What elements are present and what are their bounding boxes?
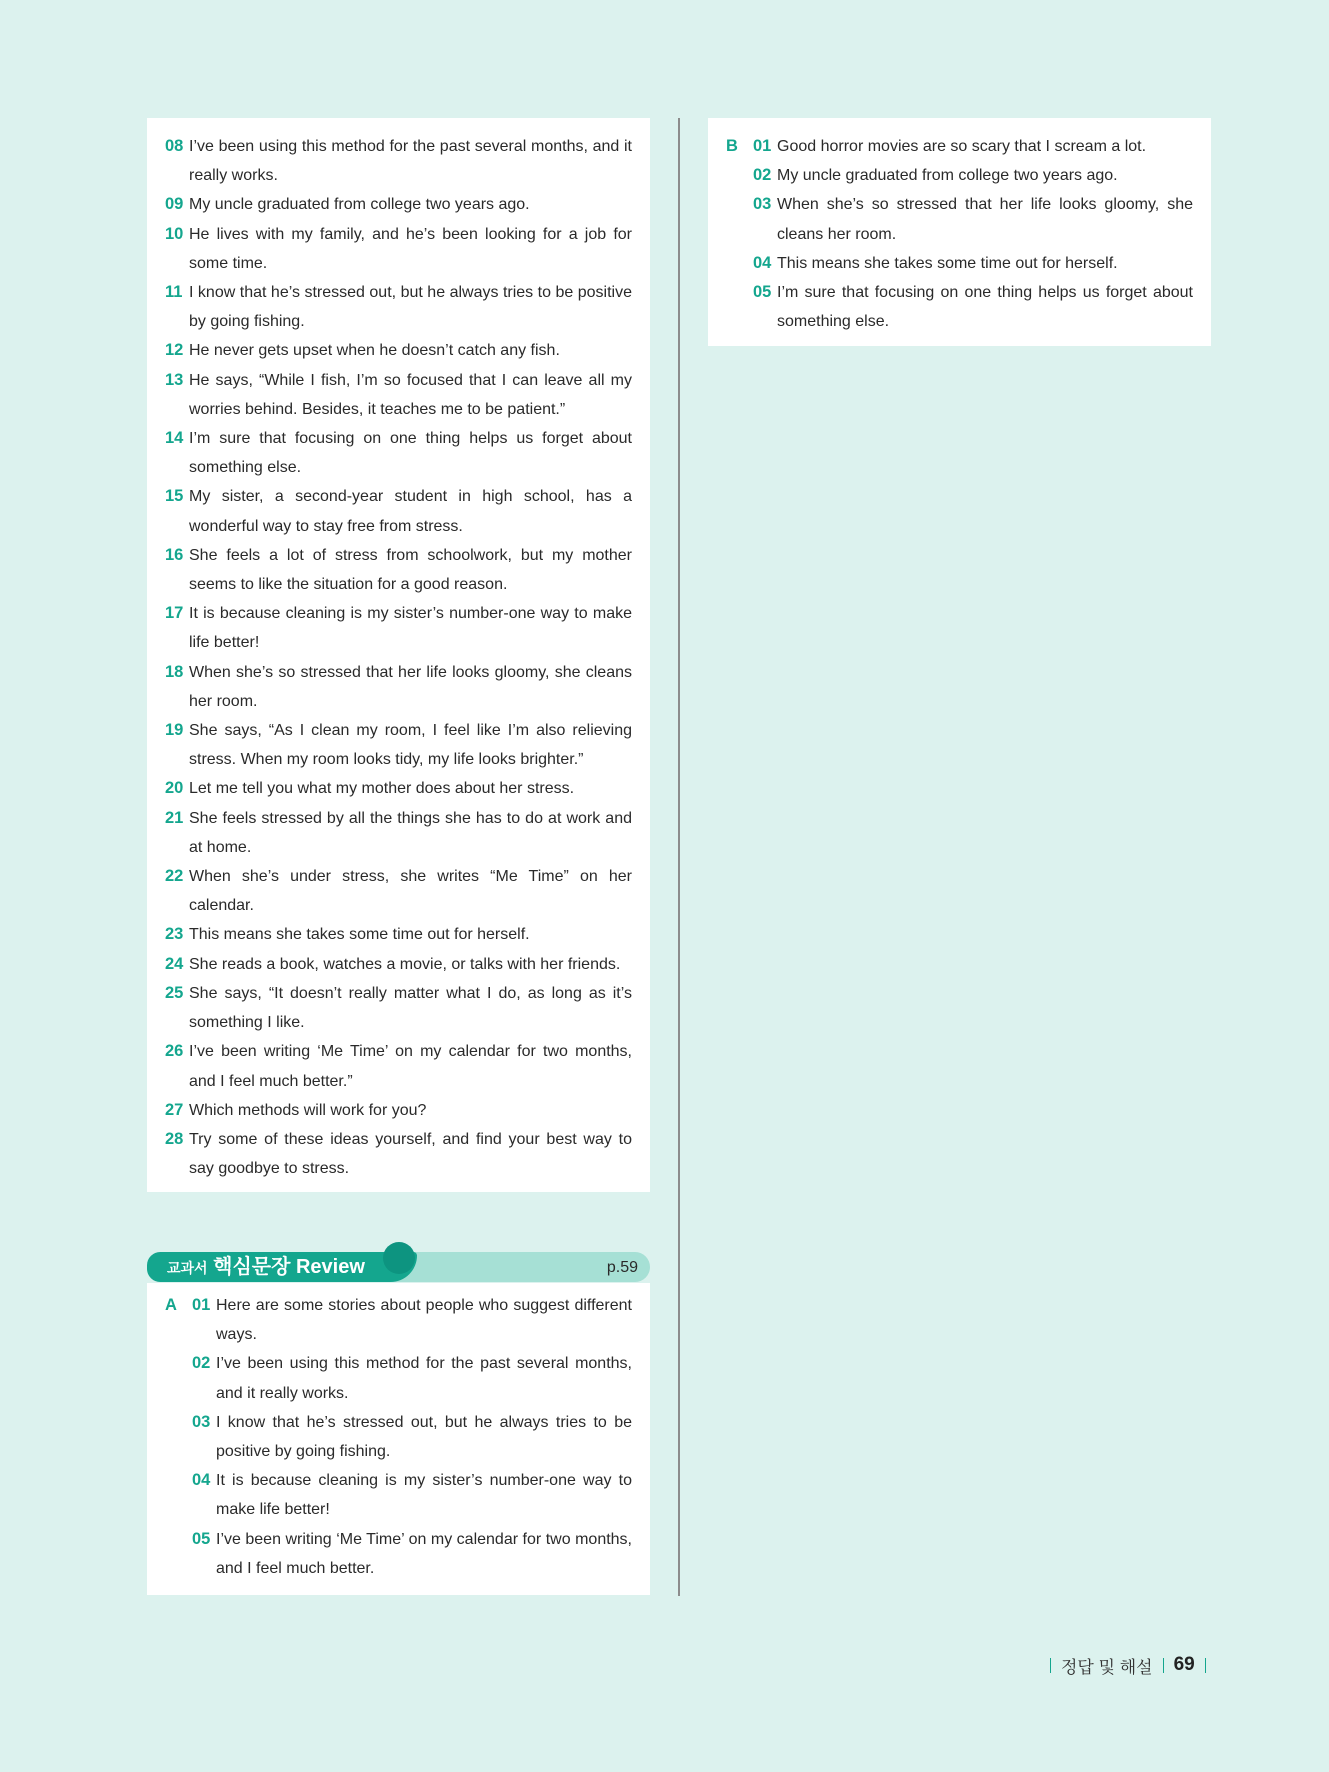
entry-number: 26	[165, 1042, 184, 1061]
answer-entry	[165, 190, 632, 219]
entry-number: 14	[165, 429, 184, 448]
footer-label: 정답 및 해설	[1061, 1657, 1153, 1677]
entry-number: 11	[165, 283, 183, 302]
entry-text: I’m sure that focusing on one thing helps us forget about something else.	[777, 284, 1193, 331]
entry-text: She reads a book, watches a movie, or talks with her friends.	[189, 955, 621, 973]
answer-entry	[165, 1037, 632, 1095]
review-header-dot	[383, 1242, 415, 1274]
answer-entry	[165, 424, 632, 482]
entry-number: 18	[165, 662, 184, 681]
review-title-english: Review	[295, 1256, 365, 1278]
answer-entry	[165, 950, 632, 979]
entry-text: She feels a lot of stress from schoolwork, but my mother seems to like the situation for a good reason.	[189, 546, 632, 594]
answer-entry	[165, 336, 632, 365]
entry-text: When she’s so stressed that her life looks gloomy, she cleans her room.	[189, 663, 632, 710]
review-entry	[726, 132, 1193, 161]
entry-number: 20	[165, 779, 184, 798]
entry-number: 03	[192, 1412, 211, 1431]
review-entry	[726, 161, 1193, 190]
entry-number: 28	[165, 1129, 184, 1148]
entry-text: I’ve been writing ‘Me Time’ on my calendar for two months, and I feel much better.	[216, 1530, 632, 1577]
entry-number: 22	[165, 867, 184, 886]
page-footer	[1040, 1652, 1216, 1678]
entry-number: 16	[165, 545, 184, 564]
entry-text: It is because cleaning is my sister’s number-one way to make life better!	[189, 605, 632, 652]
entry-number: 23	[165, 925, 184, 944]
entry-text: This means she takes some time out for herself.	[777, 254, 1118, 272]
entry-number: 08	[165, 137, 184, 155]
answer-entry	[165, 774, 632, 803]
entry-number: 21	[165, 808, 184, 827]
entry-number: 24	[165, 954, 184, 973]
entry-number: 17	[165, 604, 184, 623]
entry-number: 04	[192, 1471, 211, 1490]
answer-entry	[165, 278, 632, 336]
answer-entry	[165, 862, 632, 920]
answer-entry	[165, 658, 632, 716]
column-divider	[678, 118, 680, 1596]
entry-text: Try some of these ideas yourself, and find your best way to say goodbye to stress.	[189, 1130, 632, 1178]
entry-number: 25	[165, 983, 184, 1002]
entry-number: 19	[165, 721, 184, 740]
entry-text: He never gets upset when he doesn’t catch any fish.	[189, 342, 560, 360]
entry-number: 13	[165, 370, 184, 389]
entry-number: 12	[165, 341, 184, 360]
entry-text: I know that he’s stressed out, but he always tries to be positive by going fishing.	[216, 1413, 632, 1461]
review-entry	[726, 278, 1193, 336]
entry-number: 01	[753, 137, 772, 155]
page-number: 69	[1173, 1654, 1195, 1675]
entry-number: 05	[753, 283, 772, 302]
answer-entry	[165, 220, 632, 278]
answer-entry	[165, 132, 632, 190]
entry-text: I’ve been using this method for the past several months, and it really works.	[189, 138, 632, 185]
answer-entry	[165, 366, 632, 424]
review-title-small: 교과서	[167, 1260, 208, 1276]
answer-panel-left	[147, 118, 650, 1192]
section-letter: B	[726, 137, 738, 155]
entry-number: 05	[192, 1529, 211, 1548]
review-a-panel	[147, 1283, 650, 1595]
entry-text: It is because cleaning is my sister’s number-one way to make life better!	[216, 1472, 632, 1519]
review-entry	[165, 1408, 632, 1466]
review-b-panel	[708, 118, 1211, 346]
review-entry	[165, 1525, 632, 1583]
entry-text: My uncle graduated from college two years ago.	[189, 196, 530, 214]
entry-text: I’ve been using this method for the past several months, and it really works.	[216, 1355, 632, 1402]
footer-divider	[1163, 1658, 1164, 1673]
entry-number: 02	[753, 166, 772, 185]
review-entry	[726, 249, 1193, 278]
entry-number: 04	[753, 253, 772, 272]
entry-number: 02	[192, 1354, 211, 1373]
review-entry	[165, 1466, 632, 1524]
review-page-ref: p.59	[606, 1259, 638, 1276]
answer-entry	[165, 979, 632, 1037]
entry-text: My sister, a second-year student in high school, has a wonderful way to stay free from stress.	[189, 488, 632, 535]
answer-entry	[165, 716, 632, 774]
entry-text: Which methods will work for you?	[189, 1101, 427, 1119]
entry-text: She says, “It doesn’t really matter what I do, as long as it’s something I like.	[189, 984, 632, 1032]
entry-text: She says, “As I clean my room, I feel like I’m also relieving stress. When my room looks tidy, my life looks brighter.”	[189, 722, 632, 769]
review-title-korean: 핵심문장	[213, 1256, 291, 1278]
entry-text: He says, “While I fish, I’m so focused that I can leave all my worries behind. Besides, it teaches me to be patient.”	[189, 371, 632, 418]
entry-number: 10	[165, 224, 184, 243]
review-header	[147, 1252, 650, 1282]
section-letter: A	[165, 1296, 177, 1314]
entry-number: 27	[165, 1100, 184, 1119]
entry-text: I’m sure that focusing on one thing helps us forget about something else.	[189, 430, 632, 477]
answer-entry	[165, 1125, 632, 1183]
footer-divider	[1050, 1658, 1051, 1673]
entry-text: My uncle graduated from college two years ago.	[777, 167, 1118, 185]
entry-number: 01	[192, 1296, 211, 1314]
review-entry	[726, 190, 1193, 248]
review-entry	[165, 1349, 632, 1407]
answer-entry	[165, 1096, 632, 1125]
entry-text: I know that he’s stressed out, but he always tries to be positive by going fishing.	[189, 284, 632, 331]
answer-entry	[165, 599, 632, 657]
footer-divider	[1205, 1658, 1206, 1673]
entry-text: When she’s under stress, she writes “Me Time” on her calendar.	[189, 868, 632, 915]
review-title	[167, 1252, 365, 1282]
entry-number: 03	[753, 195, 772, 214]
entry-text: I’ve been writing ‘Me Time’ on my calendar for two months, and I feel much better.”	[189, 1043, 632, 1090]
entry-text: Here are some stories about people who suggest different ways.	[216, 1297, 632, 1344]
answer-entry	[165, 482, 632, 540]
answer-entry	[165, 541, 632, 599]
entry-text: He lives with my family, and he’s been looking for a job for some time.	[189, 225, 632, 272]
entry-text: She feels stressed by all the things she has to do at work and at home.	[189, 809, 632, 856]
answer-entry	[165, 804, 632, 862]
review-entry	[165, 1291, 632, 1349]
entry-text: This means she takes some time out for herself.	[189, 926, 530, 944]
entry-text: When she’s so stressed that her life looks gloomy, she cleans her room.	[777, 196, 1193, 243]
answer-entry	[165, 920, 632, 949]
entry-number: 09	[165, 195, 184, 214]
entry-text: Good horror movies are so scary that I scream a lot.	[777, 138, 1147, 155]
entry-text: Let me tell you what my mother does about her stress.	[189, 780, 575, 798]
entry-number: 15	[165, 487, 184, 506]
